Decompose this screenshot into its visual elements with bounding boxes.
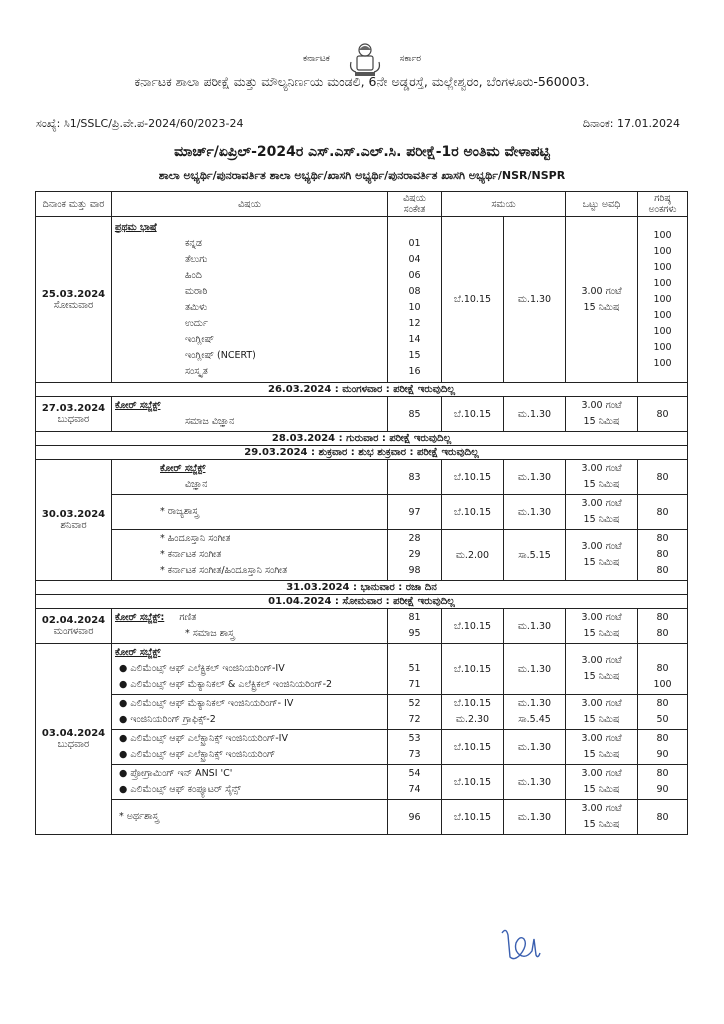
exam-date: 30.03.2024 ಶನಿವಾರ <box>36 460 112 581</box>
timetable <box>35 191 688 835</box>
table-row <box>36 730 688 765</box>
duration-cell: 3.00 ಗಂಟೆ 15 ನಿಮಿಷ <box>566 800 638 835</box>
end-time: ಮ.1.30 <box>504 460 566 495</box>
start-time: ಬೆ.10.15 ಮ.2.30 <box>442 695 504 730</box>
duration-cell: 3.00 ಗಂಟೆ 15 ನಿಮಿಷ <box>566 495 638 530</box>
end-time: ಮ.1.30 <box>504 800 566 835</box>
end-time: ಮ.1.30 <box>504 644 566 695</box>
marks-cell: 80 <box>638 495 688 530</box>
table-row <box>36 800 688 835</box>
duration-cell: 3.00 ಗಂಟೆ 15 ನಿಮಿಷ <box>566 530 638 581</box>
exam-date: 27.03.2024 ಬುಧವಾರ <box>36 397 112 432</box>
col-subject: ವಿಷಯ <box>112 192 388 217</box>
col-time: ಸಮಯ <box>442 192 566 217</box>
gov-label-right: ಸರ್ಕಾರ <box>399 54 421 64</box>
start-time: ಬೆ.10.15 <box>442 397 504 432</box>
gov-label-left: ಕರ್ನಾಟಕ <box>302 54 330 64</box>
code-cell: 54 74 <box>388 765 442 800</box>
state-emblem-icon <box>347 40 383 78</box>
subject-cell: ಕೋರ್ ಸಬ್ಜೆಕ್ಟ್ ● ಎಲಿಮೆಂಟ್ಸ್ ಆಫ್ ಎಲೆಕ್ಟ್ರಿಕಲ್ ಇಂಜಿನಿಯರಿಂಗ್-IV ● ಎಲಿಮೆಂಟ್ಸ್ ಆಫ್ ಮೆಕ್ಯಾನಿಕಲ್ & ಎಲೆಕ್ಟ್ರಿಕಲ್ ಇಂಜಿನಿಯರಿಂಗ್-2 <box>112 644 388 695</box>
duration-cell: 3.00 ಗಂಟೆ 15 ನಿಮಿಷ <box>566 397 638 432</box>
end-time: ಮ.1.30 <box>504 397 566 432</box>
duration-cell: 3.00 ಗಂಟೆ 15 ನಿಮಿಷ <box>566 765 638 800</box>
subject-cell: * ಹಿಂದೂಸ್ತಾನಿ ಸಂಗೀತ * ಕರ್ನಾಟಕ ಸಂಗೀತ * ಕರ್ನಾಟಕ ಸಂಗೀತ/ಹಿಂದೂಸ್ತಾನಿ ಸಂಗೀತ <box>112 530 388 581</box>
col-marks: ಗರಿಷ್ಠ ಅಂಕಗಳು <box>638 192 688 217</box>
subject-cell: ಕೋರ್ ಸಬ್ಜೆಕ್ಟ್ ಸಮಾಜ ವಿಜ್ಞಾನ <box>112 397 388 432</box>
no-exam-row: 28.03.2024 : ಗುರುವಾರ : ಪರೀಕ್ಷೆ ಇರುವುದಿಲ್ಲ <box>36 432 688 446</box>
marks-cell: 80 50 <box>638 695 688 730</box>
table-row <box>36 530 688 581</box>
no-exam-row: 01.04.2024 : ಸೋಮವಾರ : ಪರೀಕ್ಷೆ ಇರುವುದಿಲ್ಲ <box>36 595 688 609</box>
code-cell: 96 <box>388 800 442 835</box>
table-row <box>36 460 688 495</box>
start-time: ಮ.2.00 <box>442 530 504 581</box>
duration-cell: 3.00 ಗಂಟೆ 15 ನಿಮಿಷ <box>566 460 638 495</box>
col-code: ವಿಷಯ ಸಂಕೇತ <box>388 192 442 217</box>
duration-cell: 3.00 ಗಂಟೆ 15 ನಿಮಿಷ <box>566 695 638 730</box>
reference-number: ಸಂಖ್ಯೆ: ಸಿ1/SSLC/ಪ್ರಿ.ವೇ.ಪ-2024/60/2023-24 <box>36 117 244 130</box>
subject-cell: ಕೋರ್ ಸಬ್ಜೆಕ್ಟ್ ವಿಜ್ಞಾನ <box>112 460 388 495</box>
government-header <box>0 40 724 78</box>
start-time: ಬೆ.10.15 <box>442 644 504 695</box>
holiday-row: 31.03.2024 : ಭಾನುವಾರ : ರಜಾ ದಿನ <box>36 581 688 595</box>
end-time: ಮ.1.30 <box>504 730 566 765</box>
start-time: ಬೆ.10.15 <box>442 495 504 530</box>
table-row <box>36 397 688 432</box>
start-time: ಬೆ.10.15 <box>442 217 504 383</box>
subject-cell: ● ಎಲಿಮೆಂಟ್ಸ್ ಆಫ್ ಎಲೆಕ್ಟ್ರಾನಿಕ್ಸ್ ಇಂಜಿನಿಯರಿಂಗ್-IV ● ಎಲಿಮೆಂಟ್ಸ್ ಆಫ್ ಎಲೆಕ್ಟ್ರಾನಿಕ್ಸ್ ಇಂಜಿನಿಯರಿಂಗ್ <box>112 730 388 765</box>
code-cell: 28 29 98 <box>388 530 442 581</box>
subject-cell: * ರಾಜ್ಯಶಾಸ್ತ್ರ <box>112 495 388 530</box>
end-time: ಮ.1.30 <box>504 217 566 383</box>
exam-date: 02.04.2024 ಮಂಗಳವಾರ <box>36 609 112 644</box>
duration-cell: 3.00 ಗಂಟೆ 15 ನಿಮಿಷ <box>566 644 638 695</box>
subject-cell: ● ಪ್ರೋಗ್ರಾಮಿಂಗ್ ಇನ್ ANSI 'C' ● ಎಲಿಮೆಂಟ್ಸ್ ಆಫ್ ಕಂಪ್ಯೂಟರ್ ಸೈನ್ಸ್ <box>112 765 388 800</box>
duration-cell: 3.00 ಗಂಟೆ 15 ನಿಮಿಷ <box>566 217 638 383</box>
table-row <box>36 695 688 730</box>
code-cell: 53 73 <box>388 730 442 765</box>
code-cell: 01 04 06 08 10 12 14 15 16 <box>388 217 442 383</box>
page-title: ಮಾರ್ಚ್/ಏಪ್ರಿಲ್-2024ರ ಎಸ್.ಎಸ್.ಎಲ್.ಸಿ. ಪರೀಕ್ಷೆ-1ರ ಅಂತಿಮ ವೇಳಾಪಟ್ಟಿ <box>174 144 550 160</box>
subject-cell: ಪ್ರಥಮ ಭಾಷೆ ಕನ್ನಡ ತೆಲುಗು ಹಿಂದಿ ಮರಾಠಿ ತಮಿಳು ಉರ್ದು ಇಂಗ್ಲೀಷ್ ಇಂಗ್ಲೀಷ್ (NCERT) ಸಂಸ್ಕೃತ <box>112 217 388 383</box>
no-exam-row: 29.03.2024 : ಶುಕ್ರವಾರ : ಶುಭ ಶುಕ್ರವಾರ : ಪರೀಕ್ಷೆ ಇರುವುದಿಲ್ಲ <box>36 446 688 460</box>
board-address: ಕರ್ನಾಟಕ ಶಾಲಾ ಪರೀಕ್ಷೆ ಮತ್ತು ಮೌಲ್ಯನಿರ್ಣಯ ಮಂಡಲಿ, 6ನೇ ಅಡ್ಡರಸ್ತೆ, ಮಲ್ಲೇಶ್ವರಂ, ಬೆಂಗಳೂರು-560003. <box>134 74 590 89</box>
code-cell: 81 95 <box>388 609 442 644</box>
code-cell: 51 71 <box>388 644 442 695</box>
start-time: ಬೆ.10.15 <box>442 460 504 495</box>
marks-cell: 80 80 80 <box>638 530 688 581</box>
marks-cell: 80 80 <box>638 609 688 644</box>
table-row <box>36 495 688 530</box>
exam-date: 03.04.2024 ಬುಧವಾರ <box>36 644 112 835</box>
code-cell: 52 72 <box>388 695 442 730</box>
header-row <box>36 192 688 217</box>
marks-cell: 80 90 <box>638 730 688 765</box>
code-cell: 85 <box>388 397 442 432</box>
start-time: ಬೆ.10.15 <box>442 730 504 765</box>
start-time: ಬೆ.10.15 <box>442 800 504 835</box>
no-exam-row: 26.03.2024 : ಮಂಗಳವಾರ : ಪರೀಕ್ಷೆ ಇರುವುದಿಲ್ಲ <box>36 383 688 397</box>
marks-cell: 80 <box>638 397 688 432</box>
marks-cell: 80 100 <box>638 644 688 695</box>
page-subtitle: ಶಾಲಾ ಅಭ್ಯರ್ಥಿ/ಪುನರಾವರ್ತಿತ ಶಾಲಾ ಅಭ್ಯರ್ಥಿ/ಖಾಸಗಿ ಅಭ್ಯರ್ಥಿ/ಪುನರಾವರ್ತಿತ ಖಾಸಗಿ ಅಭ್ಯರ್ಥಿ/NSR/NSPR <box>158 169 566 182</box>
subject-cell: * ಅರ್ಥಶಾಸ್ತ್ರ <box>112 800 388 835</box>
code-cell: 97 <box>388 495 442 530</box>
duration-cell: 3.00 ಗಂಟೆ 15 ನಿಮಿಷ <box>566 609 638 644</box>
start-time: ಬೆ.10.15 <box>442 765 504 800</box>
start-time: ಬೆ.10.15 <box>442 609 504 644</box>
end-time: ಸಾ.5.15 <box>504 530 566 581</box>
col-date: ದಿನಾಂಕ ಮತ್ತು ವಾರ <box>36 192 112 217</box>
marks-cell: 80 <box>638 800 688 835</box>
subject-cell: ಕೋರ್ ಸಬ್ಜೆಕ್ಟ್: ಗಣಿತ * ಸಮಾಜ ಶಾಸ್ತ್ರ <box>112 609 388 644</box>
exam-date: 25.03.2024 ಸೋಮವಾರ <box>36 217 112 383</box>
code-cell: 83 <box>388 460 442 495</box>
end-time: ಮ.1.30 <box>504 495 566 530</box>
signature-icon <box>498 925 542 965</box>
marks-cell: 80 90 <box>638 765 688 800</box>
table-row <box>36 644 688 695</box>
marks-cell: 100 100 100 100 100 100 100 100 100 <box>638 217 688 383</box>
col-duration: ಒಟ್ಟು ಅವಧಿ <box>566 192 638 217</box>
issue-date: ದಿನಾಂಕ: 17.01.2024 <box>582 117 680 130</box>
subject-cell: ● ಎಲಿಮೆಂಟ್ಸ್ ಆಫ್ ಮೆಕ್ಯಾನಿಕಲ್ ಇಂಜಿನಿಯರಿಂಗ್- IV ● ಇಂಜಿನಿಯರಿಂಗ್ ಗ್ರಾಫಿಕ್ಸ್-2 <box>112 695 388 730</box>
end-time: ಮ.1.30 <box>504 609 566 644</box>
end-time: ಮ.1.30 ಸಾ.5.45 <box>504 695 566 730</box>
table-row <box>36 609 688 644</box>
duration-cell: 3.00 ಗಂಟೆ 15 ನಿಮಿಷ <box>566 730 638 765</box>
table-row <box>36 217 688 383</box>
end-time: ಮ.1.30 <box>504 765 566 800</box>
marks-cell: 80 <box>638 460 688 495</box>
table-row <box>36 765 688 800</box>
